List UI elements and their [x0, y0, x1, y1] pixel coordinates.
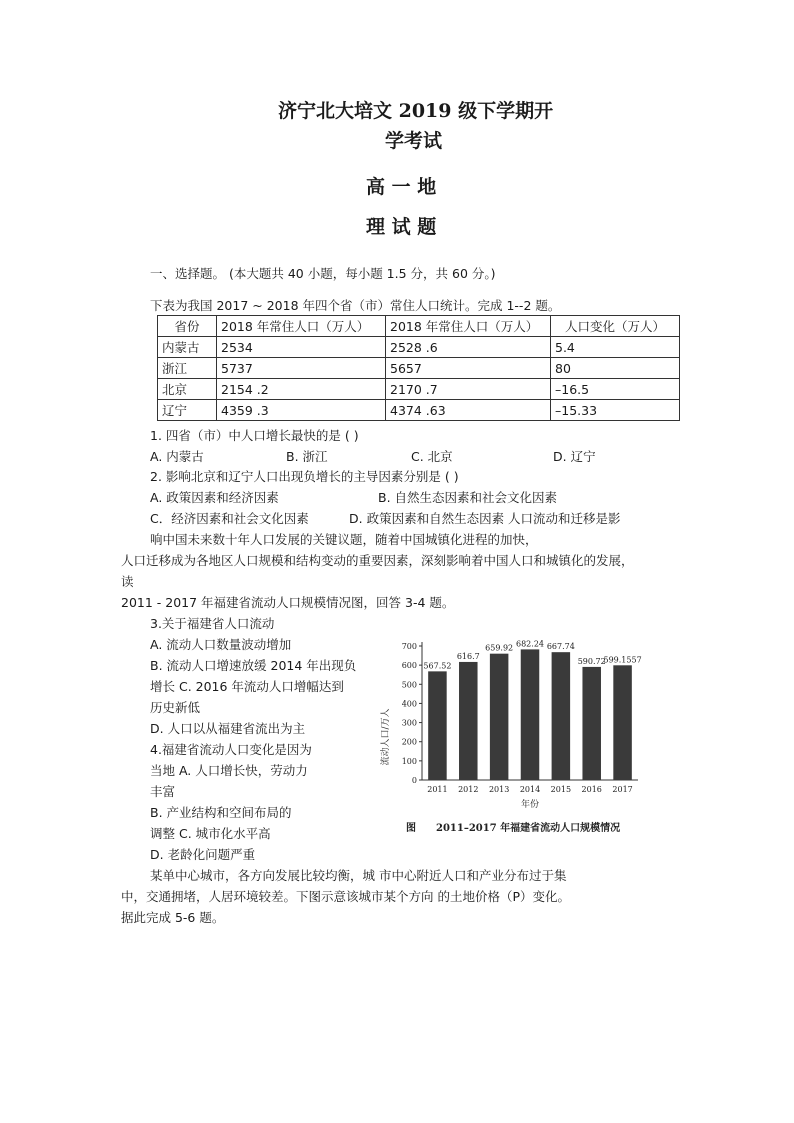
population-table	[157, 315, 680, 421]
table-row	[158, 358, 680, 379]
question-4-option-a: 当地 A. 人口增长快，劳动力	[150, 763, 308, 778]
y-tick-label: 700	[401, 642, 417, 651]
passage-2-line: 某单中心城市，各方向发展比较均衡，城 市中心附近人口和产业分布过于集	[150, 868, 567, 883]
passage-1-line: 人口迁移成为各地区人口规模和结构变动的重要因素，深刻影响着中国人口和城镇化的发展，	[121, 553, 634, 568]
question-1-option-b: B. 浙江	[286, 449, 328, 464]
exam-title-line2: 学考试	[385, 130, 443, 152]
x-tick-label: 2011	[427, 785, 448, 794]
exam-title-line1: 济宁北大培文 2019 级下学期开	[278, 100, 554, 122]
table-cell: 80	[551, 358, 680, 379]
bar	[582, 667, 601, 780]
x-tick-label: 2013	[488, 785, 510, 794]
question-3-stem: 3.关于福建省人口流动	[150, 616, 275, 631]
bar	[428, 671, 447, 780]
passage-1-line: 2011 - 2017 年福建省流动人口规模情况图，回答 3-4 题。	[121, 595, 455, 610]
table-row	[158, 337, 680, 358]
bar	[521, 649, 540, 780]
table-cell: 5.4	[551, 337, 680, 358]
table-cell: 5737	[217, 358, 386, 379]
table-header-cell: 2018 年常住人口（万人）	[217, 316, 386, 337]
bar-value-label: 567.52	[423, 661, 452, 671]
bar-value-label: 682.24	[516, 639, 544, 649]
question-2-option-d: D. 政策因素和自然生态因素 人口流动和迁移是影	[349, 511, 621, 526]
question-4-option-b: B. 产业结构和空间布局的	[150, 805, 292, 820]
question-2-option-b: B. 自然生态因素和社会文化因素	[378, 490, 558, 505]
bar	[490, 654, 509, 780]
question-4-option-d: D. 老龄化问题严重	[150, 847, 256, 862]
y-tick-label: 600	[401, 661, 417, 671]
y-tick-label: 300	[401, 718, 417, 728]
table-cell: 内蒙古	[158, 337, 217, 358]
passage-1-line: 响中国未来数十年人口发展的关键议题，随着中国城镇化进程的加快，	[150, 532, 538, 547]
x-tick-label: 2015	[550, 785, 572, 794]
table-cell: 辽宁	[158, 400, 217, 421]
table-cell: 2528 .6	[386, 337, 551, 358]
y-tick-label: 100	[401, 756, 417, 766]
question-4-stem: 4.福建省流动人口变化是因为	[150, 742, 312, 757]
passage-2-line: 中，交通拥堵，人居环境较差。下图示意该城市某个方向 的土地价格（P）变化。	[121, 889, 571, 904]
y-tick-label: 400	[401, 699, 417, 709]
bar-value-label: 616.7	[456, 651, 480, 661]
table-header-row	[158, 316, 680, 337]
chart-title: 2011–2017 年福建省流动人口规模情况	[436, 823, 621, 834]
y-tick-label: 0	[411, 776, 417, 785]
exam-title-line3: 高 一 地	[366, 176, 437, 198]
table-cell: 2154 .2	[217, 379, 386, 400]
table-header-cell: 2018 年常住人口（万人）	[386, 316, 551, 337]
question-3-option-c: 增长 C. 2016 年流动人口增幅达到	[150, 679, 344, 694]
question-2-option-a: A. 政策因素和经济因素	[150, 490, 279, 505]
question-3-option-a: A. 流动人口数量波动增加	[150, 637, 292, 652]
exam-title-line4: 理 试 题	[366, 216, 437, 238]
question-4-text: 丰富	[150, 784, 176, 799]
table-cell: 4359 .3	[217, 400, 386, 421]
x-tick-label: 2012	[458, 785, 479, 794]
question-3-option-b: B. 流动人口增速放缓 2014 年出现负	[150, 658, 357, 673]
x-axis-label: 年份	[520, 800, 540, 810]
question-1-option-d: D. 辽宁	[553, 449, 596, 464]
bar-value-label: 667.74	[546, 642, 575, 652]
section-intro: 一、选择题。 (本大题共 40 小题，每小题 1.5 分，共 60 分。)	[150, 266, 496, 281]
table-row	[158, 400, 680, 421]
y-tick-label: 200	[401, 737, 417, 747]
passage-2-line: 据此完成 5-6 题。	[121, 910, 225, 925]
question-2-option-c: C．经济因素和社会文化因素	[150, 511, 309, 526]
bar	[459, 662, 478, 780]
x-tick-label: 2014	[519, 785, 541, 794]
bar-value-label: 659.92	[485, 643, 514, 653]
question-3-text: 历史新低	[150, 700, 201, 715]
x-tick-label: 2016	[581, 785, 602, 794]
table-cell: 北京	[158, 379, 217, 400]
table-header-cell: 省份	[158, 316, 217, 337]
table-row	[158, 379, 680, 400]
table-cell: –15.33	[551, 400, 680, 421]
bar	[552, 652, 571, 780]
bar-value-label: 590.72	[577, 656, 606, 666]
table-cell: 浙江	[158, 358, 217, 379]
table-cell: 2170 .7	[386, 379, 551, 400]
table-cell: 2534	[217, 337, 386, 358]
question-1-option-c: C. 北京	[411, 449, 453, 464]
bar-value-label: 599.1557	[603, 655, 642, 665]
bar	[613, 665, 632, 780]
table-cell: 5657	[386, 358, 551, 379]
question-1-option-a: A. 内蒙古	[150, 449, 204, 464]
question-4-option-c: 调整 C. 城市化水平高	[150, 826, 271, 841]
question-2-stem: 2. 影响北京和辽宁人口出现负增长的主导因素分别是 ( )	[150, 469, 459, 484]
bar-chart	[376, 632, 646, 842]
y-tick-label: 500	[401, 680, 417, 690]
x-tick-label: 2017	[612, 785, 633, 794]
bar-chart-svg	[376, 632, 646, 842]
question-3-option-d: D. 人口以从福建省流出为主	[150, 721, 306, 736]
question-1-stem: 1. 四省（市）中人口增长最快的是 ( )	[150, 428, 359, 443]
table-cell: –16.5	[551, 379, 680, 400]
passage-1-line: 读	[121, 574, 134, 589]
table-cell: 4374 .63	[386, 400, 551, 421]
table-intro: 下表为我国 2017 ~ 2018 年四个省（市）常住人口统计。完成 1--2 题。	[150, 298, 561, 313]
y-axis-label: 流动人口/万人	[381, 708, 391, 766]
table-header-cell: 人口变化（万人）	[551, 316, 680, 337]
chart-caption-prefix: 图	[406, 823, 416, 834]
